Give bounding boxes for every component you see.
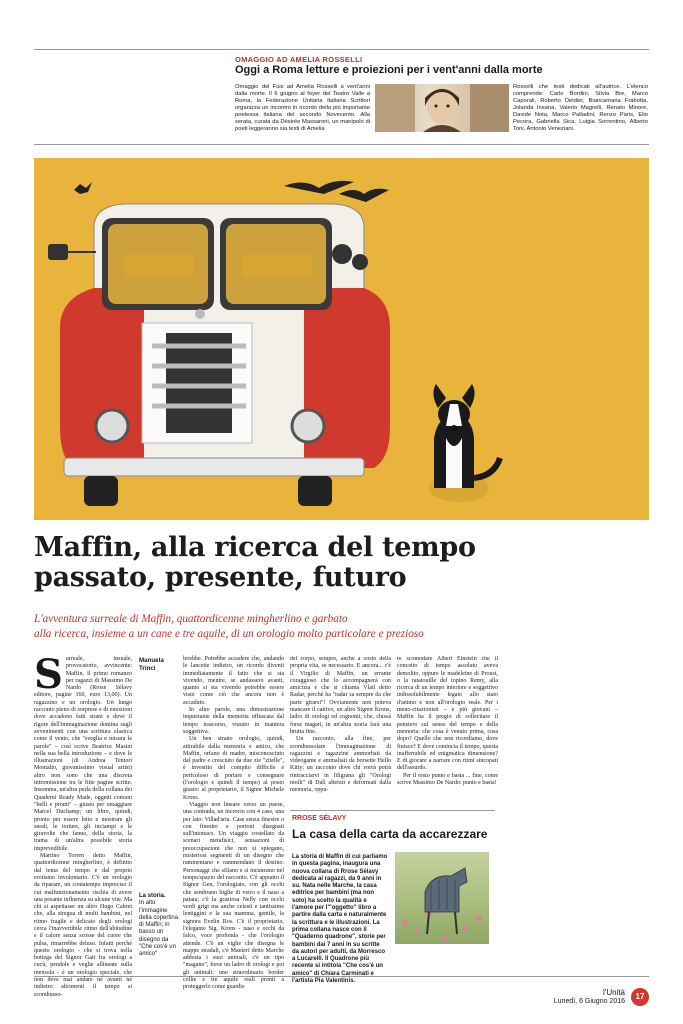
subtitle-line-1: L'avventura surreale di Maffin, quattordicenne mingherlino e garbato [34, 613, 348, 625]
article-paragraph: Per il resto punto e basta ... fine, come scrive Massimo De Nardo: punto e basta! [397, 772, 498, 787]
article-column-2 [183, 656, 284, 992]
article-paragraph: In altre parole, una dimostrazione inquietante della memoria offuscata dal tempo trascorso, vissuto in maniera soggettiva. [183, 707, 284, 735]
article-paragraph: urreale, insuale, provocatorio, avvincente: Maffin, il primo romanzo per ragazzi di Massimo De Nardo (Rrose Sélavy editore, pagine 160, euro 13,00). Un ragazzino e un orologio. Un lungo racconto pieno di sorprese e di emozioni dove accadono fatti strani e dove il rigore dell'immaginazione domina sugli avvenimenti con una scrittura elastica come il vento, che "sveglia e misura le parole" – così scrive Beatrice Masini nella sua bella introduzione – e dove le illustrazioni (di Andrea Tentori Montalto, giovanissimo visual artist) altro non sono che una discreta intromissione tra le fitte pagine scritte. Insomma, un'altra perla della collana dei Quaderni Ready Made, oggetti comuni "belli e pronti" – giusto per omaggiare Marcel Duchamp; un libro, quindi, pronto per essere letto e mostrare gli snodi, le torture, gli inciampi e le giravolte che fanno, della storia, la trama di un'altra possibile storia imprevedibile. [34, 656, 132, 852]
subtitle-line-2: alla ricerca, insieme a un cane e tre aquile, di un orologio molto particolare e prezioso [34, 628, 424, 640]
drop-cap: S [34, 651, 63, 698]
box-kicker: RROSE SÉLAVY [292, 815, 347, 822]
issue-date: Lunedì, 6 Giugno 2016 [553, 998, 625, 1005]
newspaper-brand: l'Unità [603, 988, 625, 997]
article-paragraph: Un racconto, alla fine, per scombussolare l'immaginazione di ragazzini e ragazzine ammorbati da videogame e ammaliati da borsette Hello Kitty; un racconto dove chi vorrà potrà rintracciarvi in filigrana gli "Orologi molli" di Dalì alterati e deformati dalla memoria, oppu- [290, 736, 391, 794]
main-title-line-1: Maffin, alla ricerca del tempo [34, 532, 476, 563]
top-rule [34, 49, 649, 50]
article-column-4 [397, 656, 498, 806]
article-paragraph: lerebbe. Potrebbe accadere che, andando le lancette indietro, un ricordo diventi immediatamente il fatto che si sta vivendo, mentre, se andassero avanti, quanto si sta vivendo potrebbe essere visto come ciò che ancora non è accaduto. [183, 656, 284, 706]
box-title: La casa della carta da accarezzare [292, 827, 488, 841]
article-paragraph: Martino Torren detto Maffin, quattordicenne mingherlino, è definito dal tema del tempo e dal proprio erotismo involontario. C'è un orologio da riparare, un contatempo impreciso il cui malfunzionamento rischia di avere una pesante influenza su alcune vite. Ma chi si aspettasse un altro Hugo Cabret che, alla stregua di molti bambini, nel ritmo fragile e delicato degli orologi cerca l'inavvertibile ritmo dell'abitudine e il calore senza scosse del cuore che pulsa, rimarrebbe deluso. Infatti perché questo orologio - che si trova nella bottega del Signor Gatt fra orologi a cucù, pendole e veglie allineate sulla mensola - è un orologio speciale, che non deve mai andare né avanti né indietro altrimenti il tempo si scombusso- [34, 853, 132, 998]
main-subtitle [34, 612, 654, 642]
top-body-right: Rosselli che testi dedicati all'autrice. L'elenco comprende: Carlo Bordini, Silvia Bre, Marco Caporali, Roberto Deidier, Biancamaria Frabotta, Jolanda Insana, Valerio Magrelli, Renato Minore, Davide Nota, Marco Palladini, Renzo Paris, Elio Pecora, Gabriella Sica, Luigia Sorrentino, Alberto Toni, Antonio Veneziani. [513, 84, 648, 132]
main-title-line-2: passato, presente, futuro [34, 562, 407, 593]
box-body: La storia di Maffin di cui parliamo in questa pagina, inaugura una nuova collana di Rrose Sélavy dedicata ai ragazzi, da 9 anni in su. Nata nelle Marche, la casa editrice per bambini (ma non solo) ha scelto la qualità e l'amore per l'"oggetto" libro a partire dalla carta e naturalmente la scrittura e le illustrazioni. La prima collana nasce con il "Quaderno quadrone", storie per bambini dai 7 anni in su scritte da autori per adulti, da Morresco a Lucarelli. Il Quadrone più recente si intitola "Che cos'è un amico" di Chiara Carminati e l'artista Pia Valentinis. [292, 854, 388, 985]
main-title [34, 533, 654, 593]
top-body-left: Omaggio del Fuis ad Amelia Rosselli a vent'anni dalla morte. Il 6 giugno al foyer del Teatro Valle a Roma, la Federazione Unitaria Italiana Scrittori organizza un incontro in ricordo della più importante poetessa italiana del secondo Novecento. Alla serata, curata da Désirée Massaroni, un manipolo di poeti leggeranno sia testi di Amelia [235, 84, 370, 132]
author-byline: Manuela Trinci [139, 657, 164, 672]
cover-illustration [34, 158, 649, 520]
border-collie-illustration [429, 384, 500, 502]
caption-title: La storia. [139, 893, 166, 899]
truck-illustration [48, 204, 390, 506]
book-illustration [395, 852, 489, 944]
top-box-bottom-rule [34, 144, 649, 145]
box-top-rule [290, 810, 495, 811]
caption-body: In alto l'immagine della copertina di Maffin; in basso un disegno da "Che cos'è un amico" [139, 900, 179, 958]
article-paragraph: re scomodare Albert Einstein che il concetto di tempo assoluto aveva demolito, oppure le madeleine di Proust, o la ratatouille del topino Remy, alla ricerca di un tempo interiore e soggettivo indissolubilmente legato allo stato d'animo e non all'orologio reale. Per i meno-citazionisti – e più giovani – Maffin ha il pregio di sollecitare il pensiero sul senso del tempo e della memoria: che cosa è venuto prima, cosa dopo? Quello che non ricordiamo, dove finisce? E dove comincia il tempo, questa inafferrabile ed enigmatica dimensione? E di giocare a narrare con ritmi sincopati dell'assurdo. [397, 656, 498, 772]
article-paragraph: del corpo, sempre, anche a costo della propria vita, se necessario. E ancora... c'è il Virgilio di Maffin, un errante coraggioso che lo accompagnerà con amicizia e che si chiama Vlad detto Radar, perché ha "radar sa sempre da che parte girarsi"! Ovviamente non poteva mancare il cattivo, un altro Signor Krons, ladro di orologi ed cognomi, che, chissà forse magari, in un'altra storia farà una brutta fine. [290, 656, 391, 735]
image-caption [139, 893, 179, 959]
top-headline: Oggi a Roma letture e proiezioni per i vent'anni dalla morte [235, 64, 543, 76]
article-paragraph: Viaggio non lineare verso un paese, una contrada, un incrocio con 4 case, una per lato: Villad'aria. Case senza finestre o con finestre e portoni disegnati sull'intonaco. Un viaggio costellato da scenari metafisici, sensazioni di preoccupazioni che non si spiegano, misteriosi segmenti di un disegno che rammentano e rammendano il destino. Personaggi che sfilano e si incuneano nel tempo/spazio del racconto. C'è appunto il Signor Gen, l'orologiaio, con gli occhi che sembrano biglie di vetro e il naso a patata; c'è la graziosa Nelly con occhi verdi grigi ma anche celesti e tantissime lentiggini e la sua mamma, gentile, la signora Evelin Ros. C'è il proprietario, l'elegante Sig. Krons - naso e occhi da falco, voce profonda - che l'orologio attende. C'è un viglie che disegna le mappe stradali, c'è Manieri detto Marche addosta i suoi animali, c'è un tipo "magano", forse un ladro di orologi e poi gli animali: uno straordinario border collie e tre aquile reali pronti a proteggerlo come guardie [183, 801, 284, 991]
article-column-1 [34, 651, 132, 999]
article-column-3 [290, 656, 391, 806]
page-number: 17 [631, 988, 649, 1006]
article-paragraph: Un ben strano orologio, quindi, attirabile dalla memoria e antico, che Maffin, orfano di madre, misconosciuto dal padre e cresciuto da due zie "zitelle", è investito del compito difficile e pericoloso di portare e consegnare (l'orologio e quindi il tempo) al posto giusto: al proprietario, il Signor Michele Krons. [183, 736, 284, 801]
top-kicker: OMAGGIO AD AMELIA ROSSELLI [235, 55, 363, 64]
eagle-icon [74, 181, 389, 202]
amelia-rosselli-photo [375, 84, 509, 132]
